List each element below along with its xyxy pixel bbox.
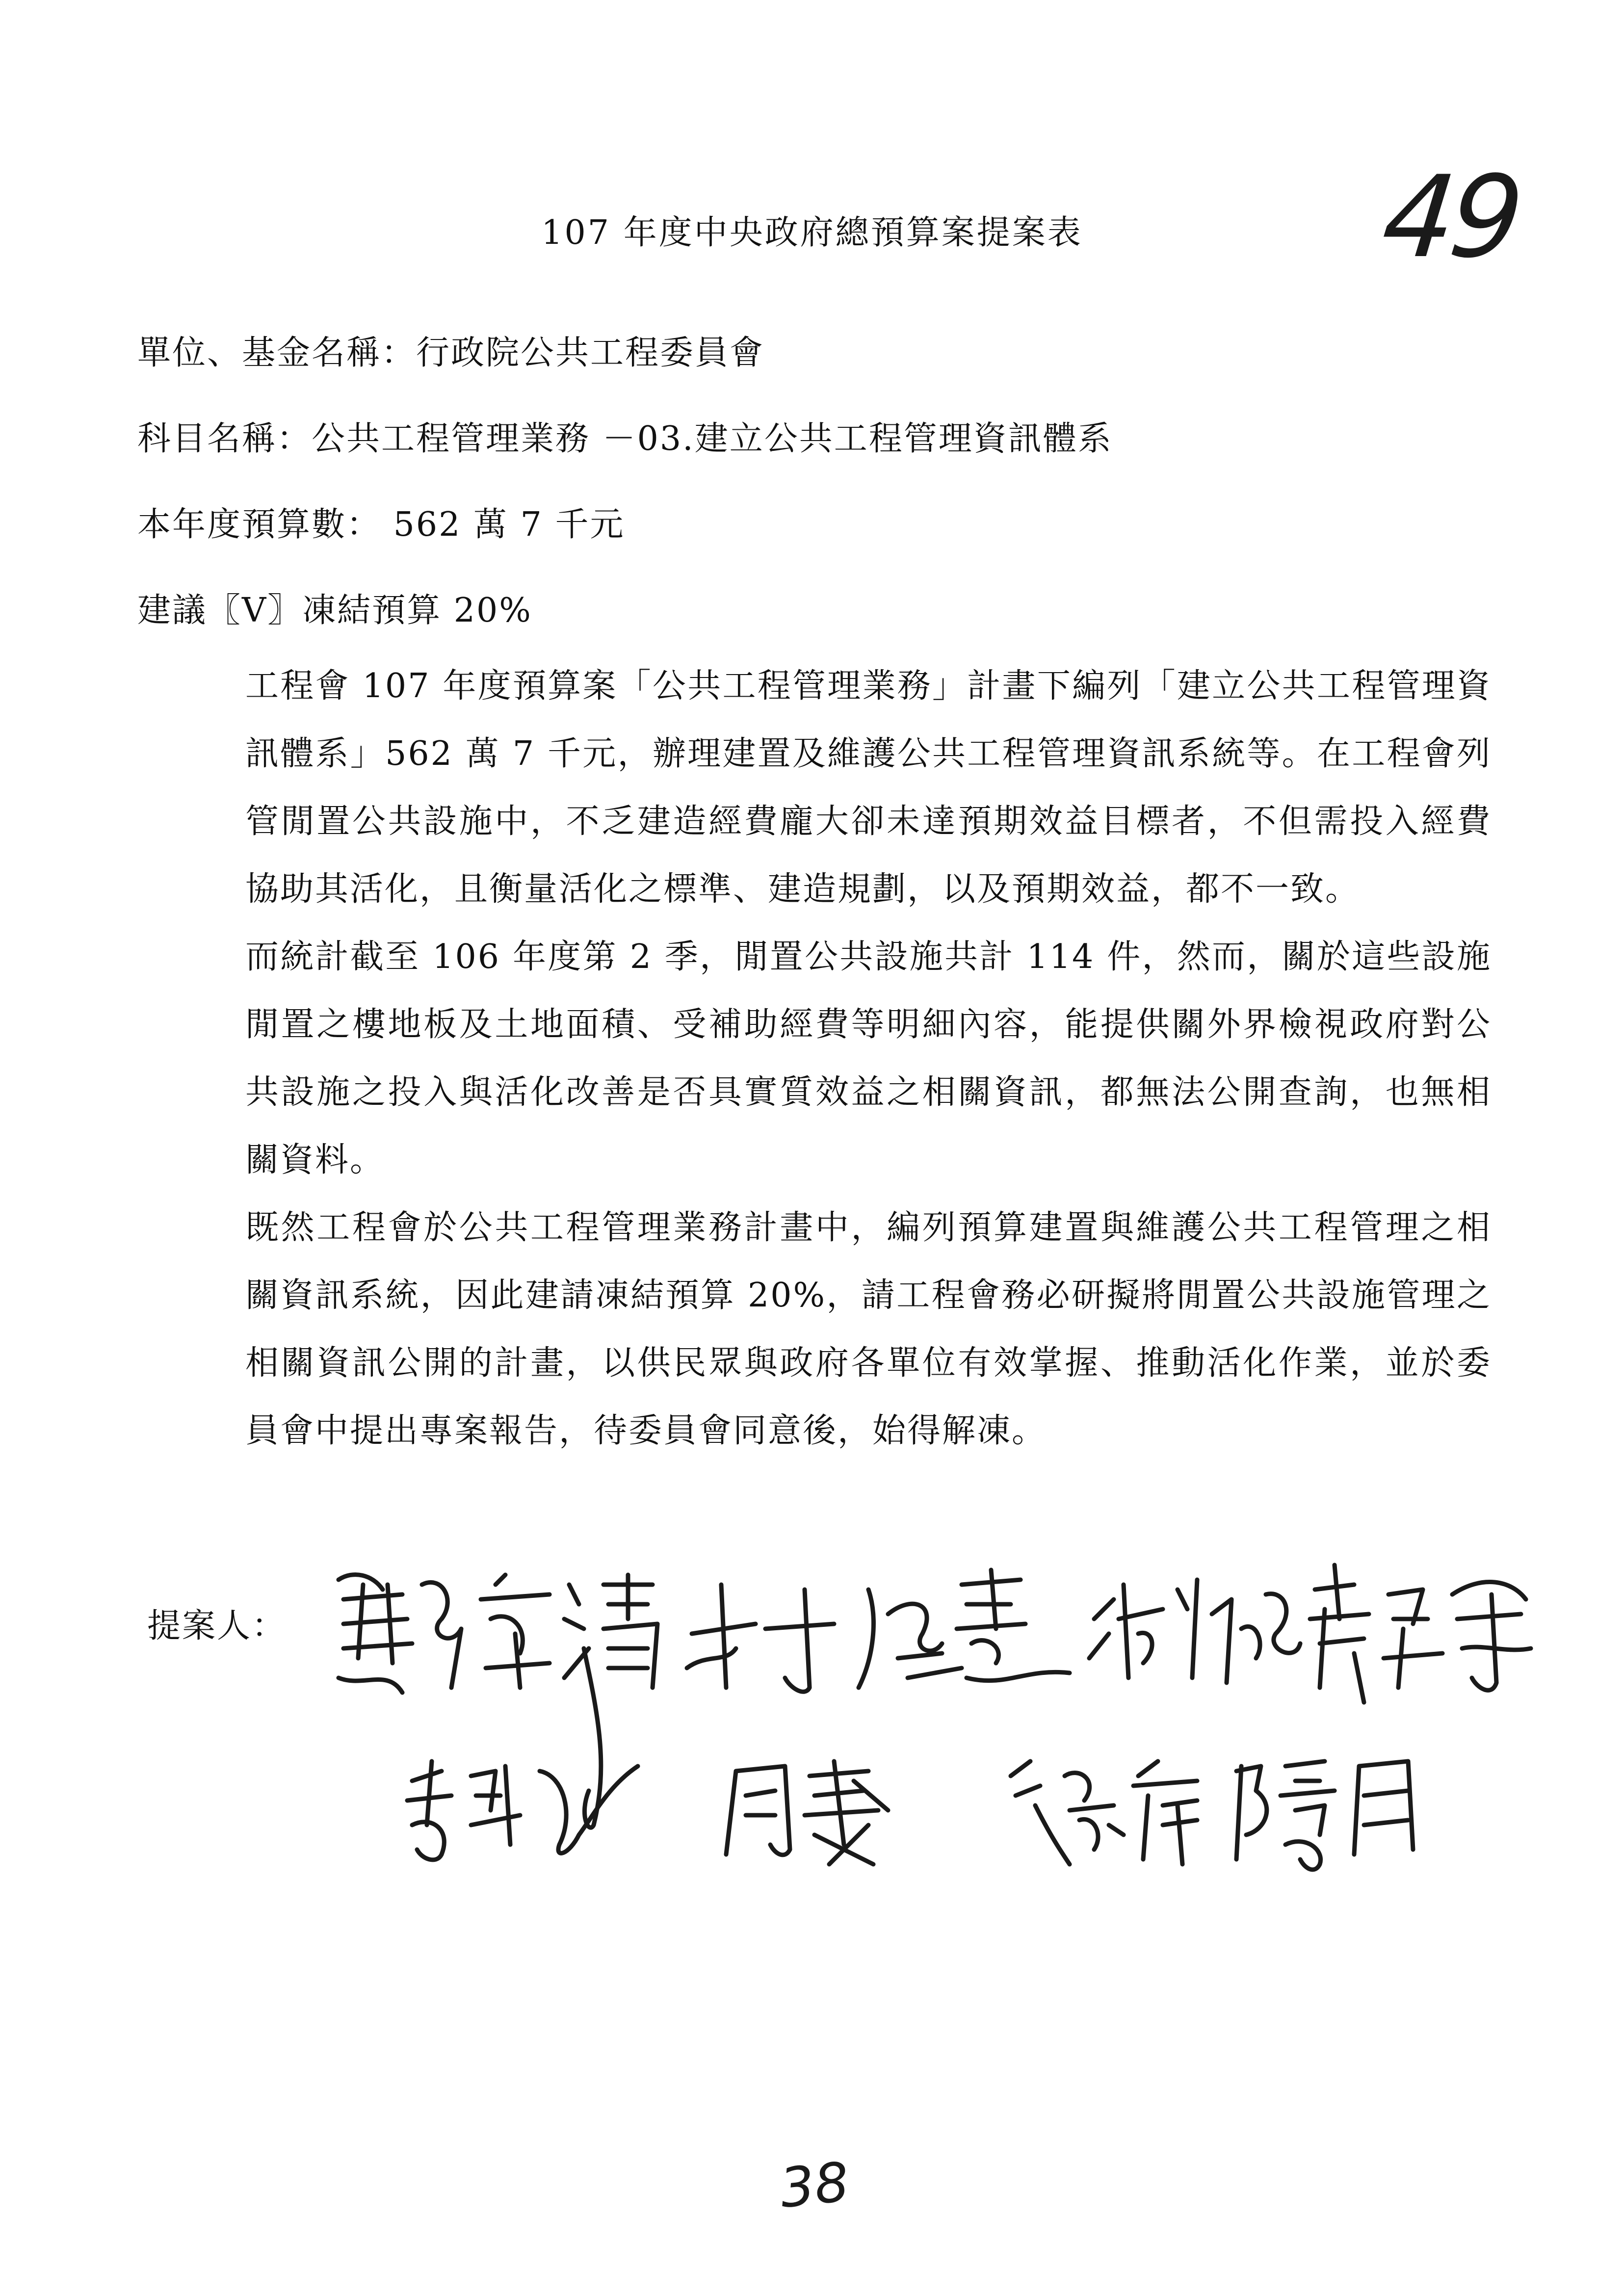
body-paragraph: 既然工程會於公共工程管理業務計畫中，編列預算建置與維護公共工程管理之相關資訊系統，因此建請凍結預算 20%，請工程會務必研擬將閒置公共設施管理之相關資訊公開的計畫，以供民眾與政府各單位有效掌握、推動活化作業，並於委員會中提出專案報告，待委員會同意後，始得解凍。: [245, 1208, 1492, 1450]
body-paragraph: 而統計截至 106 年度第 2 季，閒置公共設施共計 114 件，然而，關於這些設施閒置之樓地板及土地面積、受補助經費等明細內容，能提供關外界檢視政府對公共設施之投入與活化改善是否具實質效益之相關資訊，都無法公開查詢，也無相關資料。: [245, 938, 1492, 1179]
signature-3: [1089, 1580, 1300, 1683]
proposal-body: [245, 652, 1492, 1465]
signature-1: [339, 1575, 657, 1828]
document-title: 107 年度中央政府總預算案提案表: [541, 213, 1083, 252]
suggestion-line: 建議〖V〗凍結預算 20%: [137, 591, 532, 630]
signature-6: [726, 1761, 888, 1864]
body-paragraph: 工程會 107 年度預算案「公共工程管理業務」計畫下編列「建立公共工程管理資訊體系」562 萬 7 千元，辦理建置及維護公共工程管理資訊系統等。在工程會列管閒置公共設施中，不乏建造經費龐大卻未達預期效益目標者，不但需投入經費協助其活化，且衡量活化之標準、建造規劃，以及預期效益，都不一致。: [245, 667, 1492, 909]
budget-amount-line: 本年度預算數： 562 萬 7 千元: [137, 505, 625, 544]
handwritten-page-number: 38: [777, 2150, 852, 2220]
signature-4: [1310, 1565, 1531, 1702]
signature-2: [687, 1570, 1070, 1692]
signature-7: [1011, 1761, 1197, 1864]
unit-name-line: 單位、基金名稱：行政院公共工程委員會: [137, 334, 765, 372]
subject-name-line: 科目名稱：公共工程管理業務 －03.建立公共工程管理資訊體系: [137, 419, 1113, 458]
handwritten-document-number: 49: [1376, 152, 1524, 283]
signature-5: [407, 1761, 638, 1860]
proposer-label: 提案人：: [147, 1607, 287, 1645]
signature-8: [1236, 1761, 1413, 1870]
